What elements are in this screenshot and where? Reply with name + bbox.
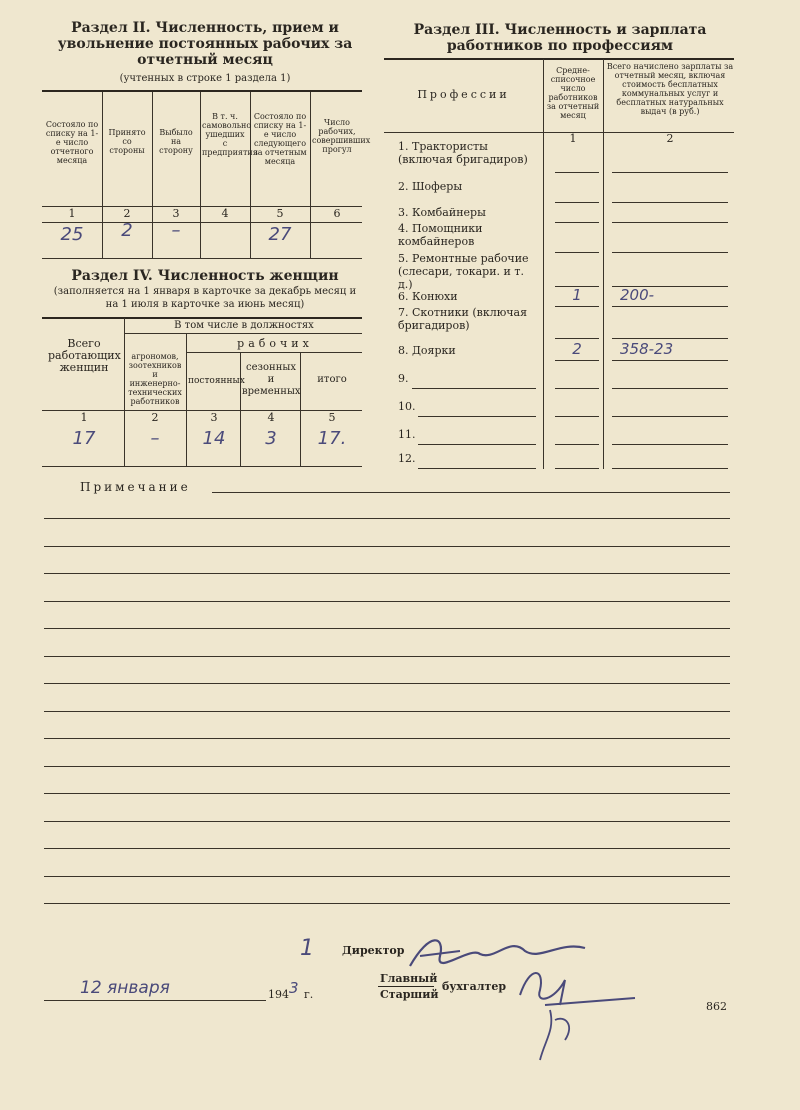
section2-divider: [102, 92, 103, 258]
section4-rule: [124, 333, 362, 334]
section3-cell-rule: [612, 444, 728, 445]
section4-col-itogo: итого: [317, 374, 347, 385]
section2-value: 27: [268, 224, 292, 245]
section3-row-label: 8. Доярки: [398, 344, 456, 357]
section3-row-label: 10.: [398, 400, 416, 413]
date-rule: [44, 1000, 266, 1001]
section4-value: 3: [265, 428, 277, 449]
section4-col-including: В том числе в должностях: [174, 320, 314, 331]
section3-value-c1: 1: [572, 286, 582, 304]
section2-col-header: В т. ч. самовольно ушедших с предприятия: [202, 112, 258, 157]
note-line: [44, 848, 730, 849]
section2-value: 2: [121, 220, 133, 241]
section3-cell-rule: [612, 202, 728, 203]
section3-row-rule: [418, 416, 536, 417]
section3-row-label: 3. Комбайнеры: [398, 206, 486, 219]
section3-row-rule: [418, 444, 536, 445]
section2-col-header: Выбыло на сторону: [159, 128, 193, 155]
section2-subtitle: (учтенных в строке 1 раздела 1): [119, 73, 291, 84]
section2-number-rule: [42, 222, 362, 223]
note-line: [212, 492, 730, 493]
section3-cell-rule: [612, 252, 728, 253]
section3-col-number: 2: [666, 132, 674, 145]
chief-senior-rule: [378, 986, 434, 987]
section2-col-number: 1: [68, 207, 76, 220]
section4-col-total: Всего работающих женщин: [48, 337, 121, 374]
section4-value: –: [150, 428, 160, 449]
section4-col-number: 4: [267, 411, 275, 424]
note-line: [44, 683, 730, 684]
section3-cell-rule: [612, 306, 728, 307]
section3-row-label: 9.: [398, 372, 409, 385]
section3-row-label: 6. Конюхи: [398, 290, 458, 303]
section3-row-label: 1. Трактористы (включая бригадиров): [398, 140, 528, 166]
section4-value: 17.: [317, 428, 347, 449]
senior-label: Старший: [380, 988, 439, 1001]
section4-title: Раздел IV. Численность женщин: [71, 268, 339, 284]
accountant-signature: [505, 960, 645, 1070]
section3-cell-rule: [555, 338, 599, 339]
section3-cell-rule: [612, 172, 728, 173]
section2-title: Раздел II. Численность, прием и увольнение постоянных рабочих за отчетный месяц: [57, 20, 353, 68]
section3-cell-rule: [555, 444, 599, 445]
section3-cell-rule: [555, 172, 599, 173]
section4-top-rule: [42, 317, 362, 319]
section3-cell-rule: [555, 252, 599, 253]
section3-cell-rule: [555, 306, 599, 307]
note-line: [44, 628, 730, 629]
section3-cell-rule: [555, 388, 599, 389]
section3-col-prof: Профессии: [417, 88, 510, 101]
section3-divider: [543, 59, 544, 469]
section2-divider: [310, 92, 311, 258]
accountant-label: бухгалтер: [442, 980, 507, 993]
note-line: [44, 821, 730, 822]
section4-value: 17: [72, 428, 96, 449]
section4-col-number: 3: [210, 411, 218, 424]
note-line: [44, 546, 730, 547]
section3-row-rule: [418, 468, 536, 469]
year-unit: г.: [304, 988, 314, 1001]
section3-top-rule: [384, 58, 734, 60]
section3-row-label: 5. Ремонтные рабочие (слесари, токари. и т. д.): [398, 252, 529, 291]
section3-title: Раздел III. Численность и зарплата работников по профессиям: [413, 22, 707, 54]
director-label: Директор: [342, 944, 405, 957]
note-label: Примечание: [80, 480, 191, 494]
note-line: [44, 573, 730, 574]
section2-col-number: 4: [221, 207, 229, 220]
section3-cell-rule: [612, 388, 728, 389]
section2-divider: [152, 92, 153, 258]
section3-cell-rule: [555, 416, 599, 417]
section2-col-number: 2: [123, 207, 131, 220]
section3-cell-rule: [612, 360, 728, 361]
section3-divider: [603, 59, 604, 469]
section4-col-number: 2: [151, 411, 159, 424]
section3-col1: Средне-списочное число работников за отчетный месяц: [546, 66, 600, 120]
note-line: [44, 601, 730, 602]
section2-col-number: 3: [172, 207, 180, 220]
section2-bottom-rule: [42, 258, 362, 259]
section2-divider: [250, 92, 251, 258]
note-line: [44, 656, 730, 657]
section4-divider: [186, 334, 187, 466]
section3-row-label: 2. Шоферы: [398, 180, 463, 193]
chief-label: Главный: [380, 972, 438, 985]
section3-row-label: 11.: [398, 428, 416, 441]
section4-col-agro: агрономов, зоотехников и инженерно-технических работников: [128, 352, 182, 406]
note-line: [44, 903, 730, 904]
note-line: [44, 738, 730, 739]
section2-value: –: [171, 220, 181, 241]
section3-row-label: 7. Скотники (включая бригадиров): [398, 306, 528, 332]
section4-col-seasonal: сезонных и временных: [242, 362, 301, 397]
section3-col2: Всего начислено зарплаты за отчетный месяц, включая стоимость бесплатных коммунальных услуг и бесплатных натуральных выдач (в руб.): [606, 62, 734, 116]
section3-cell-rule: [555, 468, 599, 469]
section2-col-number: 5: [276, 207, 284, 220]
section4-subtitle: (заполняется на 1 января в карточке за декабрь месяц и на 1 июля в карточке за июнь месяц): [53, 286, 357, 310]
section2-col-number: 6: [333, 207, 341, 220]
section4-divider: [300, 353, 301, 466]
section3-col-number: 1: [569, 132, 577, 145]
section4-col-workers: рабочих: [237, 337, 313, 350]
note-line: [44, 793, 730, 794]
section4-rule: [186, 352, 362, 353]
footer-mark: 1: [300, 936, 314, 961]
section3-value-c2: 200-: [620, 286, 655, 304]
note-line: [44, 518, 730, 519]
section3-cell-rule: [612, 338, 728, 339]
section3-value-c2: 358-23: [620, 340, 674, 358]
year-prefix: 194: [268, 988, 289, 1001]
section4-col-number: 1: [80, 411, 88, 424]
section3-row-label: 4. Помощники комбайнеров: [398, 222, 483, 248]
note-line: [44, 876, 730, 877]
section3-cell-rule: [612, 468, 728, 469]
section3-cell-rule: [555, 202, 599, 203]
date-text: 12 января: [80, 978, 170, 998]
section2-divider: [200, 92, 201, 258]
section4-divider: [240, 353, 241, 466]
section2-col-header: Принято со стороны: [108, 128, 146, 155]
section3-value-c1: 2: [572, 340, 582, 358]
section2-top-rule: [42, 90, 362, 92]
section2-col-header: Состояло по списку на 1-е число отчетного месяца: [45, 120, 99, 165]
section3-cell-rule: [612, 222, 728, 223]
section3-cell-rule: [555, 360, 599, 361]
section3-row-rule: [412, 388, 536, 389]
section3-cell-rule: [555, 222, 599, 223]
section4-value: 14: [202, 428, 226, 449]
section3-cell-rule: [612, 416, 728, 417]
note-line: [44, 766, 730, 767]
note-line: [44, 711, 730, 712]
section4-col-permanent: постоянных: [188, 376, 245, 386]
section4-divider: [124, 318, 125, 466]
section2-value: 25: [60, 224, 84, 245]
section2-col-header: Число рабочих, совершивших прогул: [312, 118, 371, 154]
year-suffix: 3: [289, 979, 299, 997]
section4-col-number: 5: [328, 411, 336, 424]
section3-row-label: 12.: [398, 452, 416, 465]
page-number: 862: [706, 1000, 727, 1013]
section2-col-header: Состояло по списку на 1-е число следующего за отчетным месяца: [253, 112, 307, 166]
section4-bottom-rule: [42, 466, 362, 467]
